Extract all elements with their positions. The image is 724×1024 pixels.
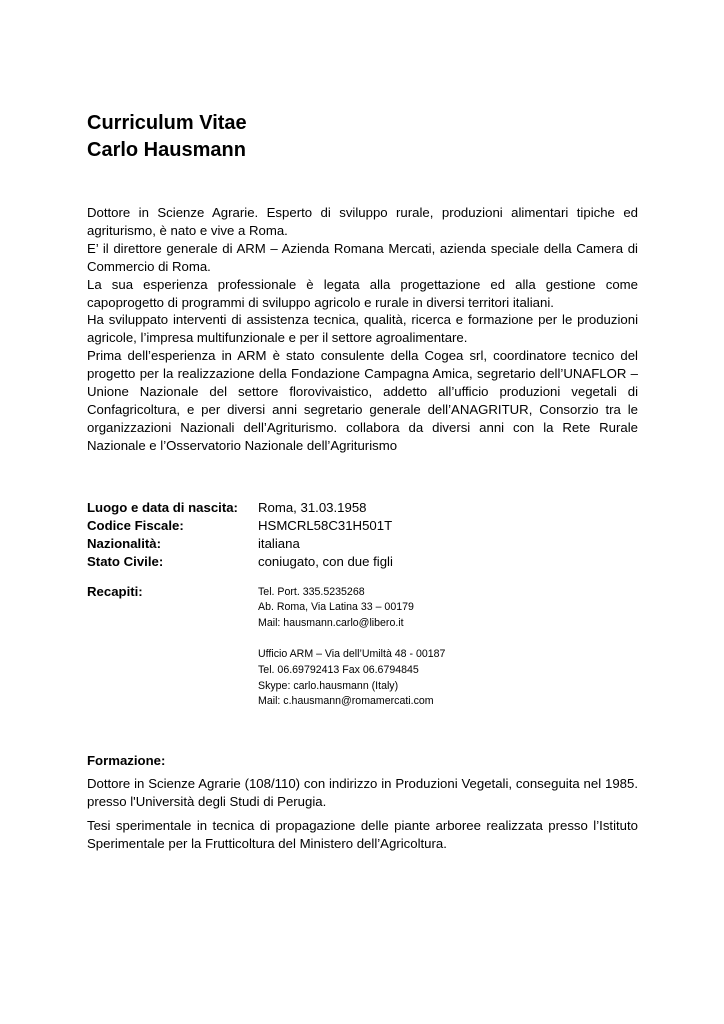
- cv-document: [87, 110, 638, 859]
- document-title: [87, 110, 638, 164]
- info-row-nationality: [87, 535, 638, 553]
- info-value: HSMCRL58C31H501T: [258, 517, 393, 533]
- contact-line: Tel. 06.69792413 Fax 06.6794845: [258, 664, 419, 677]
- contact-line: Ufficio ARM – Via dell’Umiltà 48 - 00187: [258, 648, 446, 661]
- info-value: italiana: [258, 535, 300, 551]
- info-row-birth: [87, 499, 638, 517]
- contact-line: Ab. Roma, Via Latina 33 – 00179: [258, 601, 414, 614]
- education-paragraph: Tesi sperimentale in tecnica di propagazione delle piante arboree realizzata presso l’Istituto Sperimentale per la Frutticoltura del Ministero dell’Agricoltura.: [87, 817, 638, 851]
- title-line-2: Carlo Hausmann: [87, 139, 246, 161]
- intro-paragraph: Prima dell’esperienza in ARM è stato consulente della Cogea srl, coordinatore tecnico del progetto per la realizzazione della Fondazione Campagna Amica, segretario dell’UNAFLOR – Unione Nazionale del settore florovivaistico, addetto all’ufficio produzioni vegetali di Confagricoltura, e per diversi anni segretario generale dell’ANAGRITUR, Consorzio tra le organizzazioni Nazionali dell’Agriturismo. collabora da diversi anni con la Rete Rurale Nazionale e l’Osservatorio Nazionale dell’Agriturismo: [87, 348, 638, 453]
- contact-line: Mail: hausmann.carlo@libero.it: [258, 616, 404, 629]
- contact-spacer: [258, 631, 638, 647]
- contacts-section: [87, 583, 638, 710]
- intro-section: [87, 204, 638, 455]
- education-section: [87, 752, 638, 853]
- intro-paragraph: E’ il direttore generale di ARM – Azienda Romana Mercati, azienda speciale della Camera di Commercio di Roma.: [87, 240, 638, 274]
- personal-info: [87, 499, 638, 710]
- contacts-list: [258, 585, 638, 710]
- info-row-civil-status: [87, 553, 638, 571]
- contact-line: Skype: carlo.hausmann (Italy): [258, 679, 399, 692]
- info-label: Luogo e data di nascita:: [87, 499, 238, 515]
- intro-paragraph: Dottore in Scienze Agrarie. Esperto di sviluppo rurale, produzioni alimentari tipiche ed agriturismo, è nato e vive a Roma.: [87, 205, 638, 238]
- contacts-label: Recapiti:: [87, 583, 143, 599]
- info-value: coniugato, con due figli: [258, 553, 393, 569]
- info-label: Stato Civile:: [87, 553, 164, 569]
- education-paragraph: Dottore in Scienze Agrarie (108/110) con indirizzo in Produzioni Vegetali, conseguita nel 1985. presso l'Università degli Studi di Perugia.: [87, 775, 638, 809]
- info-label: Nazionalità:: [87, 535, 162, 551]
- contact-line: Tel. Port. 335.5235268: [258, 585, 365, 598]
- contact-line: Mail: c.hausmann@romamercati.com: [258, 695, 434, 708]
- intro-paragraph: La sua esperienza professionale è legata alla progettazione ed alla gestione come capoprogetto di programmi di sviluppo agricolo e rurale in diversi territori italiani.: [87, 276, 638, 310]
- info-value: Roma, 31.03.1958: [258, 499, 367, 515]
- title-line-1: Curriculum Vitae: [87, 112, 247, 134]
- info-label: Codice Fiscale:: [87, 517, 184, 533]
- info-row-tax-code: [87, 517, 638, 535]
- education-heading: Formazione:: [87, 752, 166, 768]
- intro-paragraph: Ha sviluppato interventi di assistenza tecnica, qualità, ricerca e formazione per le produzioni agricole, l’impresa multifunzionale e per il settore agroalimentare.: [87, 312, 638, 346]
